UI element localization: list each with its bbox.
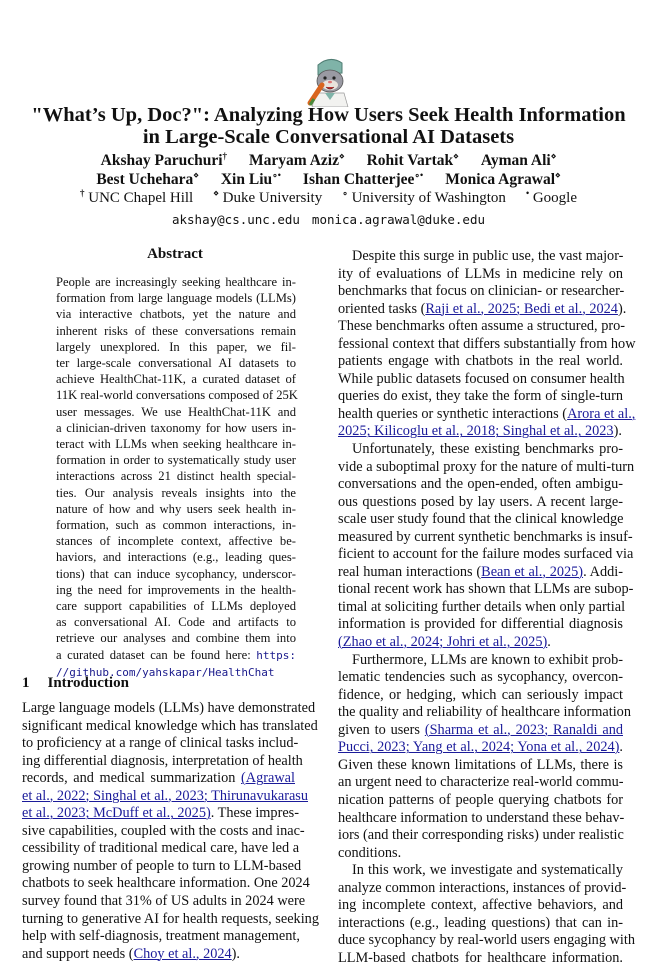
- text-line: growing number of people to turn to LLM-based: [22, 857, 302, 874]
- text-line: survey found that 31% of US adults in 2024 were: [22, 893, 306, 910]
- affiliation-mark: ⋄: [550, 150, 557, 161]
- text-line: the quality and reliability of healthcare information: [338, 704, 631, 721]
- section-number: 1: [22, 675, 30, 691]
- text-line: iors (and their corresponding risks) under realistic: [338, 827, 624, 844]
- abstract-line: a curated dataset can be found here: https:: [56, 647, 296, 662]
- text-line: interactions (e.g., leading questions) that can in-: [338, 914, 623, 931]
- intro-right-column: [338, 248, 636, 967]
- email-address[interactable]: akshay@cs.unc.edu: [171, 212, 300, 227]
- text-line: chatbots to seek healthcare information. One 2024: [22, 875, 310, 892]
- citation-link[interactable]: 2025; Kilicoglu et al., 2018; Singhal et al., 2023: [338, 423, 614, 440]
- text-line: tional recent work has shown that LLMs are subop-: [338, 581, 634, 598]
- section-title: Introduction: [47, 675, 129, 691]
- affiliation-mark: ∘•: [272, 169, 281, 180]
- author-name: Ayman Ali⋄: [480, 150, 557, 169]
- abstract-line: formation, such as common interactions, in-: [56, 518, 296, 533]
- text-line: LLM-based chatbots for healthcare information.: [338, 949, 623, 966]
- abstract-line: formation in order to systematically study user: [56, 453, 296, 468]
- citation-link[interactable]: Arora et al.,: [567, 405, 636, 422]
- affiliation-mark: ⋄: [213, 188, 219, 198]
- text-line: Despite this surge in public use, the vast major-: [352, 248, 624, 264]
- abstract-line: largely unexplored. In this paper, we fil-: [56, 339, 296, 354]
- text-line: records, and medical summarization (Agrawal: [22, 770, 295, 787]
- abstract-heading: Abstract: [147, 246, 203, 262]
- text-line: (Zhao et al., 2024; Johri et al., 2025).: [338, 634, 551, 651]
- text-line: Furthermore, LLMs are known to exhibit prob-: [352, 651, 623, 668]
- author-name: Ishan Chatterjee∘•: [302, 169, 424, 188]
- abstract-line: achieve HealthChat-11K, a curated dataset of: [56, 372, 296, 387]
- text-line: duce sycophancy by real-world users engaging with: [338, 932, 635, 949]
- abstract-line: ties. Our analysis reveals insights into the: [56, 485, 296, 500]
- abstract-line: as conversational AI. Code and artifacts to: [56, 615, 296, 630]
- affiliation-mark: †: [79, 188, 85, 198]
- text-line: significant medical knowledge which has translated: [22, 717, 318, 734]
- text-line: real human interactions (Bean et al., 2025). Addi-: [338, 563, 623, 580]
- affiliation-mark: ∘•: [414, 169, 424, 180]
- citation-link[interactable]: et al., 2022; Singhal et al., 2023; Thirunavukarasu: [22, 787, 309, 804]
- text-line: conditions.: [338, 844, 402, 861]
- doctor-rabbit-mascot-icon: [300, 55, 360, 107]
- email-address[interactable]: monica.agrawal@duke.edu: [311, 212, 486, 227]
- repo-link[interactable]: //github.com/yahskapar/HealthChat: [56, 665, 275, 679]
- section-heading-introduction: [22, 675, 129, 692]
- abstract-line: ing the need for improvements in the health-: [56, 582, 296, 597]
- text-line: and support needs (Choy et al., 2024).: [22, 945, 241, 962]
- abstract-line: nature of how and why users seek health in-: [56, 501, 296, 516]
- affiliation: • Google: [525, 188, 578, 206]
- citation-link[interactable]: et al., 2023; McDuff et al., 2025): [22, 805, 211, 822]
- title-line-1: "What’s Up, Doc?": Analyzing How Users Seek Health Information: [31, 104, 626, 126]
- abstract-line: user messages. We use HealthChat-11K and: [56, 404, 296, 419]
- affiliation-mark: ⋄: [555, 169, 561, 180]
- abstract-line: haviors, and interactions (e.g., leading ques-: [56, 550, 296, 565]
- text-line: given to users (Sharma et al., 2023; Ranaldi and: [338, 721, 623, 738]
- authors-row-2: [0, 171, 657, 189]
- text-line: lematic tendencies such as sycophancy, overcon-: [338, 669, 623, 686]
- text-line: healthcare information to understand these behav-: [338, 809, 625, 826]
- text-line: Pucci, 2023; Yang et al., 2024; Yona et al., 2024).: [338, 739, 623, 756]
- citation-link[interactable]: (Agrawal: [241, 770, 295, 787]
- text-line: ing incomplete context, affective behaviors, and: [338, 897, 623, 914]
- text-line: benchmarks that focus on clinician- or researcher-: [338, 283, 625, 300]
- citation-link[interactable]: (Zhao et al., 2024; Johri et al., 2025): [338, 634, 548, 651]
- abstract-body: [56, 274, 296, 681]
- citation-link[interactable]: Choy et al., 2024: [133, 945, 232, 962]
- text-line: to proficiency at a range of clinical tasks includ-: [22, 735, 299, 752]
- text-line: conversations and the open-ended, often ambigu-: [338, 476, 623, 493]
- abstract-line: People are increasingly seeking healthcare in-: [56, 275, 296, 289]
- text-line: scale user study found that the clinical knowledge: [338, 511, 624, 528]
- abstract-line: stances of incomplete context, affective be-: [56, 534, 296, 549]
- text-line: measured by current synthetic benchmarks is insuf-: [338, 528, 633, 545]
- text-line: an urgent need to characterize real-world commu-: [338, 774, 624, 791]
- author-name: Xin Liu∘•: [220, 169, 281, 188]
- text-line: Large language models (LLMs) have demonstrated: [22, 700, 316, 716]
- abstract-line: inherent risks of these conversations remain: [56, 323, 296, 338]
- text-line: help with self-diagnosis, treatment management,: [22, 928, 300, 945]
- text-line: analyze common interactions, instances of provid-: [338, 879, 627, 896]
- abstract-line: formation from large language models (LLMs): [56, 291, 296, 306]
- abstract-line: ter large-scale conversational AI datasets to: [56, 356, 296, 371]
- text-line: timal at soliciting further details when only partial: [338, 598, 626, 615]
- affiliation: † UNC Chapel Hill: [79, 188, 194, 206]
- text-line: ing differential diagnosis, interpretation of health: [22, 752, 303, 769]
- text-line: vide a suboptimal proxy for the nature of multi-turn: [338, 458, 635, 475]
- text-line: These benchmarks often assume a structured, pro-: [338, 318, 626, 335]
- text-line: [22, 787, 309, 806]
- text-line: ity of evaluations of LLMs in medicine rely on: [338, 265, 623, 282]
- text-line: sive capabilities, coupled with the costs and inac-: [22, 822, 305, 839]
- intro-left-column: [22, 700, 319, 963]
- author-name: Best Uchehara⋄: [96, 169, 199, 188]
- affiliation-mark: ⋄: [338, 150, 345, 161]
- author-name: Rohit Vartak⋄: [366, 150, 459, 169]
- text-line: queries do exist, they take the form of single-turn: [338, 388, 623, 405]
- text-line: patients engage with chatbots in the real world.: [338, 353, 623, 370]
- text-line: nication patterns of people querying chatbots for: [338, 791, 623, 808]
- title-line-2: in Large-Scale Conversational AI Datasets: [142, 126, 515, 148]
- text-line: information is provided for differential diagnosis: [338, 616, 623, 633]
- text-line: et al., 2023; McDuff et al., 2025). These impres-: [22, 805, 300, 822]
- text-line: cessibility of traditional medical care, have led a: [22, 840, 300, 857]
- affiliation: ∘ University of Washington: [342, 188, 506, 206]
- text-line: ficient to account for the failure modes surfaced via: [338, 546, 634, 563]
- abstract-line: interactions across 21 distinct health special-: [56, 469, 296, 484]
- affiliations: [0, 190, 657, 207]
- text-line: 2025; Kilicoglu et al., 2018; Singhal et al., 2023).: [338, 423, 622, 440]
- text-line: ous questions posed by lay users. A recent large-: [338, 493, 623, 510]
- text-line: fessional context that differs substantially from how: [338, 335, 636, 352]
- affiliation-mark: ⋄: [453, 150, 459, 161]
- author-name: Monica Agrawal⋄: [445, 169, 561, 188]
- text-line: oriented tasks (Raji et al., 2025; Bedi et al., 2024).: [338, 300, 627, 317]
- affiliation-mark: •: [525, 188, 530, 198]
- abstract-line: teract with LLMs when seeking healthcare in-: [56, 437, 296, 452]
- affiliation-mark: ∘: [342, 188, 348, 198]
- citation-link[interactable]: Raji et al., 2025; Bedi et al., 2024: [425, 300, 618, 317]
- author-name: Maryam Aziz⋄: [249, 150, 345, 169]
- abstract-line: via interactive chatbots, yet the nature and: [56, 307, 296, 322]
- abstract-line: 11K real-world conversations composed of 25K: [56, 388, 298, 403]
- affiliation-mark: ⋄: [193, 169, 199, 180]
- text-line: health queries or synthetic interactions (Arora et al.,: [338, 405, 636, 422]
- author-name: Akshay Paruchuri†: [100, 150, 228, 169]
- repo-link[interactable]: https:: [256, 648, 296, 662]
- citation-link[interactable]: Pucci, 2023; Yang et al., 2024; Yona et al., 2024): [338, 739, 620, 756]
- affiliation: ⋄ Duke University: [213, 188, 323, 206]
- text-line: Unfortunately, these existing benchmarks pro-: [352, 441, 623, 458]
- text-line: Given these known limitations of LLMs, there is: [338, 756, 623, 773]
- text-line: While public datasets focused on consumer health: [338, 370, 625, 387]
- author-emails: [0, 212, 657, 227]
- citation-link[interactable]: Bean et al., 2025): [481, 563, 584, 580]
- abstract-line: a clinician-driven taxonomy for how users in-: [56, 420, 296, 435]
- abstract-line: retrieve our analyses and combine them into: [56, 631, 296, 646]
- authors-row-1: [0, 152, 657, 170]
- affiliation-mark: †: [222, 150, 228, 161]
- abstract-line: tions) that can induce sycophancy, underscor-: [56, 566, 296, 581]
- text-line: In this work, we investigate and systematically: [352, 862, 623, 879]
- text-line: turning to generative AI for health requests, seeking: [22, 910, 319, 927]
- citation-link[interactable]: (Sharma et al., 2023; Ranaldi and: [424, 721, 623, 738]
- paper-title: [0, 104, 657, 148]
- abstract-line: care support capabilities of LLMs deployed: [56, 599, 296, 614]
- text-line: fidence, or hedging, which can seriously impact: [338, 686, 623, 703]
